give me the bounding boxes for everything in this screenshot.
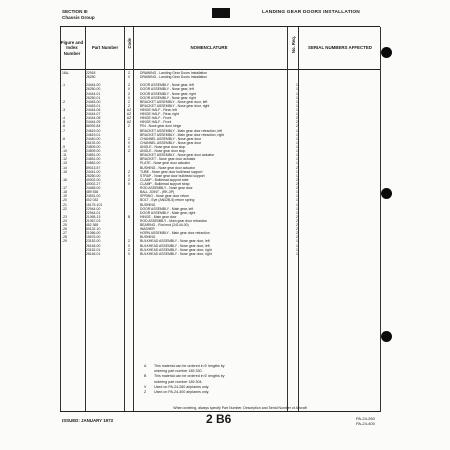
note-key: V xyxy=(144,384,147,389)
row-quantity: 1 xyxy=(296,198,298,203)
row-code: AZ xyxy=(126,112,132,117)
row-code: V xyxy=(127,140,131,145)
row-quantity: 2 xyxy=(296,120,298,125)
row-quantity: 1 xyxy=(296,210,298,215)
col-header-part: Part Number xyxy=(91,45,119,51)
row-nomenclature: BULKHEAD ASSEMBLY - Nose gear door, right xyxy=(140,251,212,256)
row-nomenclature: ANGLE - Nose gear door stop xyxy=(140,144,186,149)
row-part-number: 21067-03 xyxy=(86,218,101,223)
row-figure-number: -22 xyxy=(62,206,67,211)
row-figure-number: -14 xyxy=(62,165,67,170)
row-code: V xyxy=(127,173,131,178)
note-text: ordering part number 189 330. xyxy=(154,369,203,374)
row-code: Z xyxy=(127,149,131,154)
row-figure-number: -19 xyxy=(62,194,67,199)
row-code: Z xyxy=(127,91,131,96)
row-nomenclature: DOOR ASSEMBLY - Nose gear, left xyxy=(140,87,194,92)
row-quantity: 2 xyxy=(296,235,298,240)
row-nomenclature: DOOR ASSEMBLY - Nose gear, right xyxy=(140,91,196,96)
row-nomenclature: BULKHEAD ASSEMBLY - Nose gear door, right xyxy=(140,247,212,252)
col-header-figure: Figure and Index Number xyxy=(60,40,84,56)
row-code: AZ xyxy=(126,116,132,121)
row-part-number: 24465-00 xyxy=(86,186,101,191)
row-quantity: 2 xyxy=(296,116,298,121)
row-part-number: 24440-00 xyxy=(86,136,101,141)
row-code: V xyxy=(127,251,131,256)
row-code: V xyxy=(127,95,131,100)
row-figure-number: -1 xyxy=(62,83,66,88)
row-code: Z xyxy=(127,103,131,108)
piper-logo xyxy=(212,8,230,18)
row-code: V xyxy=(127,243,131,248)
row-quantity: 1 xyxy=(296,95,298,100)
row-part-number: 24562-00 xyxy=(86,161,101,166)
row-code: AZ xyxy=(126,107,132,112)
row-figure-number: -10 xyxy=(62,149,67,154)
row-part-number: 26146-00 xyxy=(86,243,101,248)
row-part-number: 23152-01 xyxy=(86,247,101,252)
row-quantity: 1 xyxy=(296,190,298,195)
row-part-number: 21066-00 xyxy=(86,231,101,236)
row-nomenclature: CHANNEL ASSEMBLY - Nose gear door xyxy=(140,140,202,145)
row-nomenclature: SPRING - Nose gear door return xyxy=(140,194,190,199)
row-figure-number: -6 xyxy=(62,124,66,129)
row-nomenclature: DOOR ASSEMBLY - Main gear, right xyxy=(140,210,196,215)
row-quantity: 2 xyxy=(296,177,298,182)
row-figure-number: -8 xyxy=(62,136,66,141)
header-rule xyxy=(60,69,380,70)
row-nomenclature: PIN - Nose gear door hinge xyxy=(140,124,182,129)
column-rule xyxy=(380,27,381,412)
group-label: Chassis Group xyxy=(62,14,95,20)
row-part-number: 24509-00 xyxy=(86,149,101,154)
row-figure-number: -4 xyxy=(62,116,66,121)
row-nomenclature: ROD ASSEMBLY - Nose gear door xyxy=(140,186,193,191)
row-nomenclature: HINGE HALF - Rear, right xyxy=(140,112,180,117)
row-nomenclature: BULKHEAD ASSEMBLY - Nose gear door, left xyxy=(140,243,210,248)
row-code: V xyxy=(127,75,131,80)
row-nomenclature: HINGE HALF - Front xyxy=(140,116,172,121)
col-header-req: No. Req. xyxy=(291,36,296,53)
note-key: B xyxy=(144,374,147,379)
row-nomenclature: DOOR ASSEMBLY - Nose gear, right xyxy=(140,95,196,100)
row-nomenclature: DOOR ASSEMBLY - Nose gear, left xyxy=(140,83,194,88)
row-part-number: 40002-27 xyxy=(86,181,101,186)
row-figure-number: -26 xyxy=(62,227,67,232)
row-nomenclature: BEARING - Rod end (24144-00) xyxy=(140,223,189,228)
row-code: Z xyxy=(127,169,131,174)
row-quantity: 2 xyxy=(296,227,298,232)
model-400: PA-24-400 xyxy=(356,421,375,426)
row-figure-number: -23 xyxy=(62,214,67,219)
row-part-number: 89013-57 xyxy=(86,165,101,170)
row-nomenclature: HINGE HALF - Front xyxy=(140,120,172,125)
row-part-number: 24463-01 xyxy=(86,103,101,108)
row-nomenclature: BALL JOINT - (RK-3P) xyxy=(140,190,175,195)
row-nomenclature: BULKHEAD ASSEMBLY - Nose gear door, left xyxy=(140,239,210,244)
row-part-number: 24561-00 xyxy=(86,153,101,158)
row-code: Z xyxy=(127,71,131,75)
row-part-number: 22944-00 xyxy=(86,206,101,211)
row-nomenclature: DRAWING - Landing Gear Doors Installation xyxy=(140,71,207,75)
row-part-number: 23152-00 xyxy=(86,239,101,244)
row-quantity: 2 xyxy=(296,214,298,219)
row-figure-number: -9 xyxy=(62,144,66,149)
table-row xyxy=(60,252,380,256)
row-figure-number: -11 xyxy=(62,153,67,158)
row-figure-number: -25 xyxy=(62,223,67,228)
row-figure-number: -27 xyxy=(62,231,67,236)
row-nomenclature: ANGLE - Nose gear door stop xyxy=(140,149,186,154)
row-code: V xyxy=(127,181,131,186)
note-line xyxy=(144,390,374,395)
row-nomenclature: BRACKET ASSEMBLY - Nose gear door actuator xyxy=(140,153,215,158)
row-quantity: 1 xyxy=(296,91,298,96)
row-nomenclature: BRACKET ASSEMBLY - Nose gear door, left xyxy=(140,99,208,104)
row-nomenclature: CHANNEL ASSEMBLY - Nose gear door xyxy=(140,136,202,141)
row-nomenclature: PLATE - Nose gear door actuator xyxy=(140,161,191,166)
row-quantity: 2 xyxy=(296,231,298,236)
row-part-number: 60132-10 xyxy=(86,227,101,232)
parts-list xyxy=(60,71,380,256)
row-figure-number: -21 xyxy=(62,202,67,207)
row-part-number: 24444-06 xyxy=(86,107,101,112)
row-part-number: 24444-09 xyxy=(86,120,101,125)
binder-hole xyxy=(381,47,392,58)
row-quantity: 1 xyxy=(296,144,298,149)
row-part-number: 24444-00 xyxy=(86,83,101,88)
row-nomenclature: BUSHING - Nose gear door actuator xyxy=(140,165,196,170)
row-quantity: 1 xyxy=(296,153,298,158)
row-quantity: 1 xyxy=(296,169,298,174)
row-figure-number: -20 xyxy=(62,198,67,203)
row-part-number: 24509-00 xyxy=(86,144,101,149)
row-part-number: 24619-01 xyxy=(86,132,101,137)
note-text: Used on PA-24-260 airplanes only. xyxy=(154,384,210,389)
row-part-number: 24531-00 xyxy=(86,194,101,199)
row-part-number: 489 536 xyxy=(86,190,99,195)
row-part-number: 24444-01 xyxy=(86,91,101,96)
row-figure-number: -7 xyxy=(62,128,66,133)
row-quantity: 1 xyxy=(296,103,298,108)
row-part-number: 24441-00 xyxy=(86,169,101,174)
row-part-number: 16175-101 xyxy=(86,202,103,207)
row-nomenclature: BOLT - Eye (AN42B-5) return spring xyxy=(140,198,195,203)
row-part-number: 26260-00 xyxy=(86,173,101,178)
row-quantity: 2 xyxy=(296,186,298,191)
row-nomenclature: BRACKET ASSEMBLY - Nose gear door, right xyxy=(140,103,210,108)
row-quantity: 1 xyxy=(296,99,298,104)
row-part-number: 24444-08 xyxy=(86,116,101,121)
row-quantity: 1 xyxy=(296,132,298,137)
row-quantity: 1 xyxy=(296,149,298,154)
row-figure-number: -16 xyxy=(62,177,67,182)
row-quantity: 1 xyxy=(296,140,298,145)
row-quantity: 1 xyxy=(296,243,298,248)
row-quantity: 1 xyxy=(296,206,298,211)
row-nomenclature: HINGE - Main gear door xyxy=(140,214,177,219)
row-part-number: 402 032 xyxy=(86,198,99,203)
binder-hole xyxy=(381,188,392,199)
row-figure-number: 16A- xyxy=(62,71,70,75)
row-quantity: 1 xyxy=(296,247,298,252)
row-part-number: 22918 xyxy=(86,71,96,75)
row-quantity: 1 xyxy=(296,161,298,166)
row-part-number: 22944-01 xyxy=(86,210,101,215)
col-header-code: Code xyxy=(127,38,132,49)
row-figure-number: -13 xyxy=(62,161,67,166)
row-part-number: 452 365 xyxy=(86,223,99,228)
row-figure-number: -17 xyxy=(62,186,67,191)
model-260: PA-24-260 xyxy=(356,416,375,421)
row-nomenclature: WASHER xyxy=(140,227,155,232)
row-part-number: 26192-00 xyxy=(86,140,101,145)
row-quantity: 1 xyxy=(296,251,298,256)
note-key: Z xyxy=(144,390,147,395)
row-nomenclature: HINGE HALF - Rear, left xyxy=(140,107,177,112)
row-quantity: 2 xyxy=(296,218,298,223)
row-figure-number: -28 xyxy=(62,235,67,240)
row-part-number: 24619-00 xyxy=(86,128,101,133)
row-figure-number: -29 xyxy=(62,239,67,244)
row-part-number: 86092-84 xyxy=(86,124,101,129)
row-quantity: 2 xyxy=(296,223,298,228)
row-part-number: 24651-00 xyxy=(86,157,101,162)
row-code: Z xyxy=(127,177,131,182)
row-code: Z xyxy=(127,247,131,252)
row-nomenclature: ROD ASSEMBLY - Main gear door retraction xyxy=(140,218,208,223)
row-code: Z xyxy=(127,99,131,104)
row-part-number: 24444-07 xyxy=(86,112,101,117)
row-code: B xyxy=(127,214,131,219)
row-quantity: 1 xyxy=(296,194,298,199)
model-list xyxy=(356,416,375,426)
row-quantity: 1 xyxy=(296,83,298,88)
row-nomenclature: DRAWING - Landing Gear Doors Installation xyxy=(140,75,207,80)
row-figure-number: -24 xyxy=(62,218,67,223)
row-part-number: 40002-00 xyxy=(86,177,101,182)
col-header-serial: SERIAL NUMBERS AFFECTED xyxy=(308,45,372,51)
section-header xyxy=(62,9,95,20)
row-quantity: 1 xyxy=(296,173,298,178)
row-nomenclature: CLAMP - Bulkhead support tube xyxy=(140,177,189,182)
row-code: AZ xyxy=(126,120,132,125)
row-quantity: 2 xyxy=(296,181,298,186)
row-figure-number: -18 xyxy=(62,190,67,195)
row-quantity: 1 xyxy=(296,202,298,207)
row-nomenclature: BRACKET ASSEMBLY - Main gear door retraction, left xyxy=(140,128,222,133)
code-notes xyxy=(144,364,374,395)
row-figure-number: -2 xyxy=(62,99,66,104)
row-part-number: 21065-13 xyxy=(86,214,101,219)
row-part-number: 26146-01 xyxy=(86,251,101,256)
row-part-number: 26250-01 xyxy=(86,95,101,100)
row-code: V xyxy=(127,87,131,92)
section-label: SECTION III xyxy=(62,9,88,14)
row-nomenclature: BUSHING xyxy=(140,202,156,207)
row-part-number: 24463-00 xyxy=(86,99,101,104)
row-quantity: 1 xyxy=(296,157,298,162)
row-quantity: 1 xyxy=(296,107,298,112)
row-nomenclature: BRACKET - Nose gear door actuator xyxy=(140,157,196,162)
note-text: ordering part number 189 304. xyxy=(154,379,203,384)
row-code: V xyxy=(127,144,131,149)
note-text: This material can be ordered in 6' lengths by xyxy=(154,364,225,368)
binder-hole xyxy=(381,331,392,342)
row-nomenclature: DOOR ASSEMBLY - Main gear, left xyxy=(140,206,194,211)
issue-date: ISSUED: JANUARY 1973 xyxy=(62,418,113,423)
row-part-number: 26250-00 xyxy=(86,87,101,92)
row-nomenclature: HORN ASSEMBLY - Main gear door retraction xyxy=(140,231,210,236)
row-quantity: 1 xyxy=(296,87,298,92)
row-quantity: 1 xyxy=(296,112,298,117)
ordering-note: When ordering, always specify Part Number, Description and Serial Number of Aircraft xyxy=(173,406,307,410)
row-code: Z xyxy=(127,83,131,88)
row-quantity: 2 xyxy=(296,165,298,170)
row-figure-number: -3 xyxy=(62,107,66,112)
col-header-nomenclature: NOMENCLATURE xyxy=(190,45,228,51)
page-number: 2 B6 xyxy=(206,412,232,426)
page-title: LANDING GEAR DOORS INSTALLATION xyxy=(262,10,360,15)
row-quantity: 2 xyxy=(296,124,298,129)
row-part-number: 26250 xyxy=(86,75,96,80)
row-quantity: 1 xyxy=(296,239,298,244)
row-figure-number: -12 xyxy=(62,157,67,162)
row-figure-number: -15 xyxy=(62,169,67,174)
row-figure-number: -5 xyxy=(62,120,66,125)
row-quantity: 1 xyxy=(296,136,298,141)
note-key: A xyxy=(144,364,147,368)
note-text: Used on PA-24-400 airplanes only. xyxy=(154,390,210,395)
row-quantity: 1 xyxy=(296,128,298,133)
row-code: Z xyxy=(127,124,131,129)
row-nomenclature: TUBE - Nose gear door bulkhead support xyxy=(140,169,203,174)
row-nomenclature: BUSHING xyxy=(140,235,156,240)
row-part-number: 15676-00 xyxy=(86,235,101,240)
note-text: This material can be ordered in 6' lengths by xyxy=(154,374,225,379)
row-nomenclature: CLAMP - Bulkhead support strap xyxy=(140,181,190,186)
row-code: Z xyxy=(127,239,131,244)
row-nomenclature: BRACKET ASSEMBLY - Main gear door retraction, right xyxy=(140,132,225,137)
row-code: Z xyxy=(127,136,131,141)
row-nomenclature: STRAP - Nose gear door bulkhead support xyxy=(140,173,205,178)
